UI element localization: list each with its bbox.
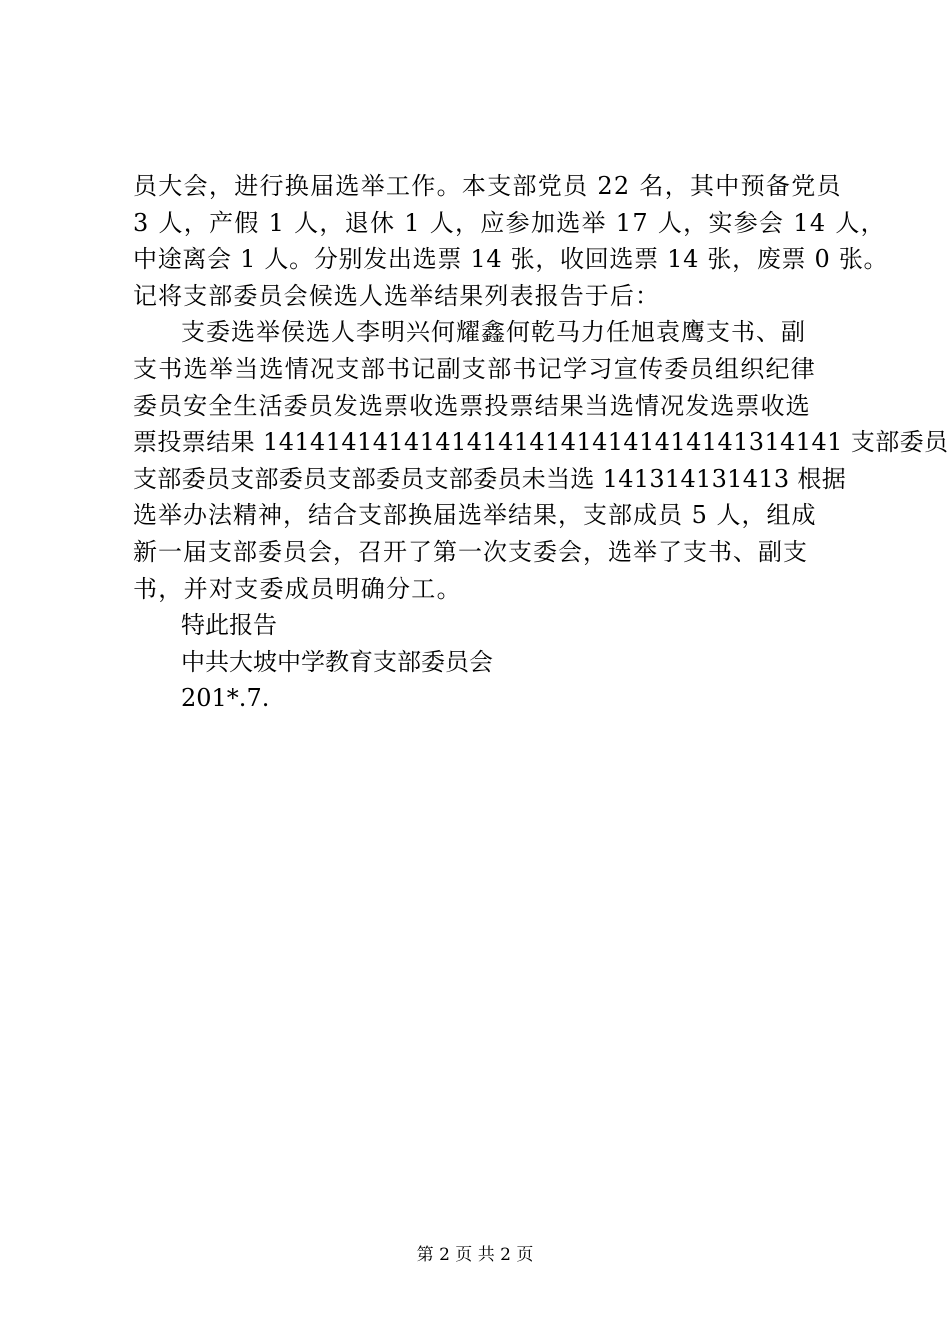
- text-line: 委员安全生活委员发选票收选票投票结果当选情况发选票收选: [133, 391, 811, 420]
- signature-date: 201*.7.: [181, 684, 270, 713]
- text-line: 新一届支部委员会，召开了第一次支委会，选举了支书、副支: [133, 537, 808, 566]
- page-footer: [0, 1243, 950, 1267]
- document-body: [133, 168, 949, 717]
- page-number: 第 2 页 共 2 页: [416, 1245, 534, 1265]
- text-line: 票投票结果 1414141414141414141414141414141314141 支部委员: [133, 428, 949, 457]
- text-line: 中途离会 1 人。分别发出选票 14 张，收回选票 14 张，废票 0 张。: [133, 245, 889, 274]
- text-line: 记将支部委员会候选人选举结果列表报告于后：: [133, 281, 661, 310]
- text-line: 书，并对支委成员明确分工。: [133, 574, 462, 603]
- text-line: 选举办法精神，结合支部换届选举结果，支部成员 5 人，组成: [133, 501, 817, 530]
- text-line: 支书选举当选情况支部书记副支部书记学习宣传委员组织纪律: [133, 354, 817, 383]
- text-line: 3 人，产假 1 人，退休 1 人，应参加选举 17 人，实参会 14 人，: [133, 208, 886, 237]
- text-line: 员大会，进行换届选举工作。本支部党员 22 名，其中预备党员: [133, 172, 842, 200]
- text-line: 支部委员支部委员支部委员支部委员未当选 141314131413 根据: [133, 464, 846, 493]
- closing-text: 特此报告: [181, 611, 277, 640]
- text-line: 支委选举侯选人李明兴何耀鑫何乾马力任旭袁鹰支书、副: [181, 318, 806, 347]
- signature-organization: 中共大坡中学教育支部委员会: [181, 647, 493, 676]
